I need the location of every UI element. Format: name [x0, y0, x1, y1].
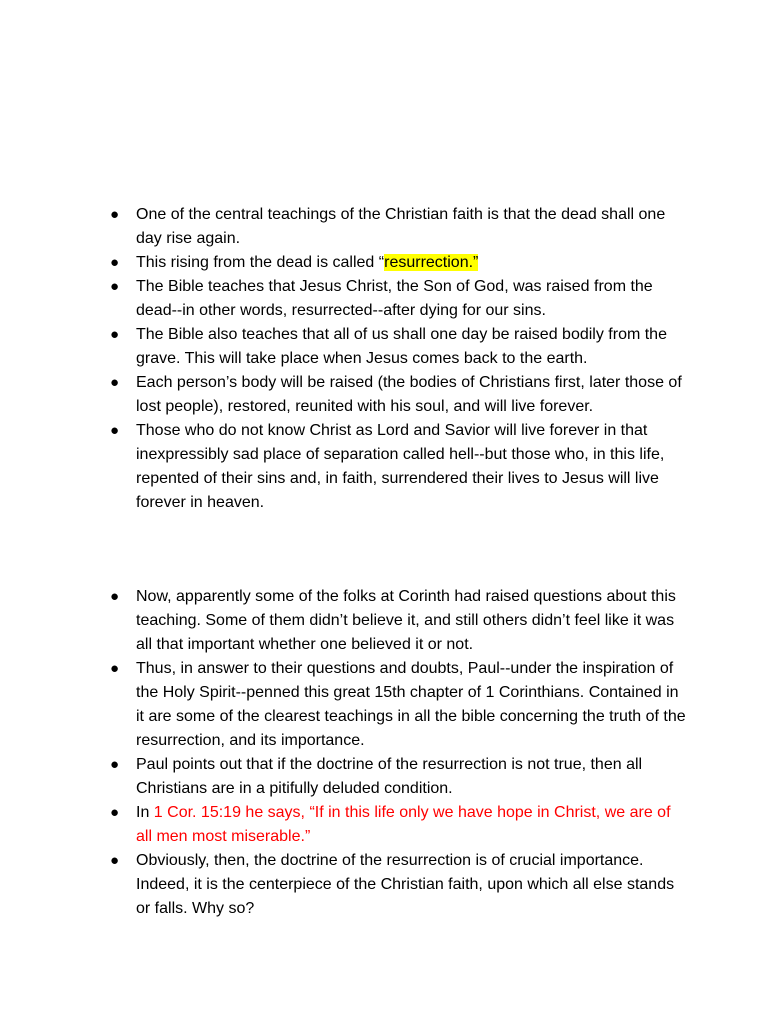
list-item-text: Now, apparently some of the folks at Corinth had raised questions about this teaching. Some of them didn’t believe it, and still others didn’t feel like it was all that important whether one believed it or not.	[136, 588, 676, 653]
list-item	[110, 275, 690, 323]
list-item	[110, 371, 690, 419]
list-item-text: This rising from the dead is called “	[136, 254, 385, 271]
list-item	[110, 251, 690, 275]
list-item	[110, 323, 690, 371]
bullet-icon: ●	[110, 660, 120, 677]
bullet-icon: ●	[110, 374, 120, 391]
list-item	[110, 419, 690, 515]
bullet-icon: ●	[110, 852, 120, 869]
list-item-text: Those who do not know Christ as Lord and Savior will live forever in that inexpressibly sad place of separation called hell--but those who, in this life, repented of their sins and, in faith, surrendered their lives to Jesus will live forever in heaven.	[136, 422, 665, 511]
list-item-text: Obviously, then, the doctrine of the resurrection is of crucial importance. Indeed, it is the centerpiece of the Christian faith, upon which all else stands or falls. Why so?	[136, 852, 675, 917]
bullet-icon: ●	[110, 278, 120, 295]
bullet-icon: ●	[110, 254, 120, 271]
list-item-text: Paul points out that if the doctrine of the resurrection is not true, then all Christians are in a pitifully deluded condition.	[136, 756, 643, 797]
bullet-icon: ●	[110, 588, 120, 605]
list-item	[110, 849, 690, 921]
list-item-text: The Bible also teaches that all of us shall one day be raised bodily from the grave. This will take place when Jesus comes back to the earth.	[136, 326, 667, 367]
list-item-text: Thus, in answer to their questions and doubts, Paul--under the inspiration of the Holy Spirit--penned this great 15th chapter of 1 Corinthians. Contained in it are some of the clearest teachings in all the bible concerning the truth of the resurrection, and its importance.	[136, 660, 686, 749]
scripture-quote: 1 Cor. 15:19 he says, “If in this life only we have hope in Christ, we are of all men most miserable.”	[136, 804, 671, 845]
list-item	[110, 203, 690, 251]
list-item-text: Each person’s body will be raised (the bodies of Christians first, later those of lost people), restored, reunited with his soul, and will live forever.	[136, 374, 682, 415]
list-item	[110, 585, 690, 657]
list-item-text: One of the central teachings of the Christian faith is that the dead shall one day rise again.	[136, 206, 666, 247]
highlighted-term: resurrection.”	[384, 254, 479, 271]
list-item-text: The Bible teaches that Jesus Christ, the Son of God, was raised from the dead--in other words, resurrected--after dying for our sins.	[136, 278, 653, 319]
bullet-icon: ●	[110, 422, 120, 439]
bullet-icon: ●	[110, 206, 120, 223]
list-item-text: In	[136, 804, 154, 821]
list-item	[110, 657, 690, 753]
bullet-list-resurrection-basics	[110, 203, 690, 515]
list-item	[110, 753, 690, 801]
bullet-icon: ●	[110, 756, 120, 773]
bullet-icon: ●	[110, 326, 120, 343]
list-item	[110, 801, 690, 849]
bullet-icon: ●	[110, 804, 120, 821]
bullet-list-corinth-context	[110, 585, 690, 921]
